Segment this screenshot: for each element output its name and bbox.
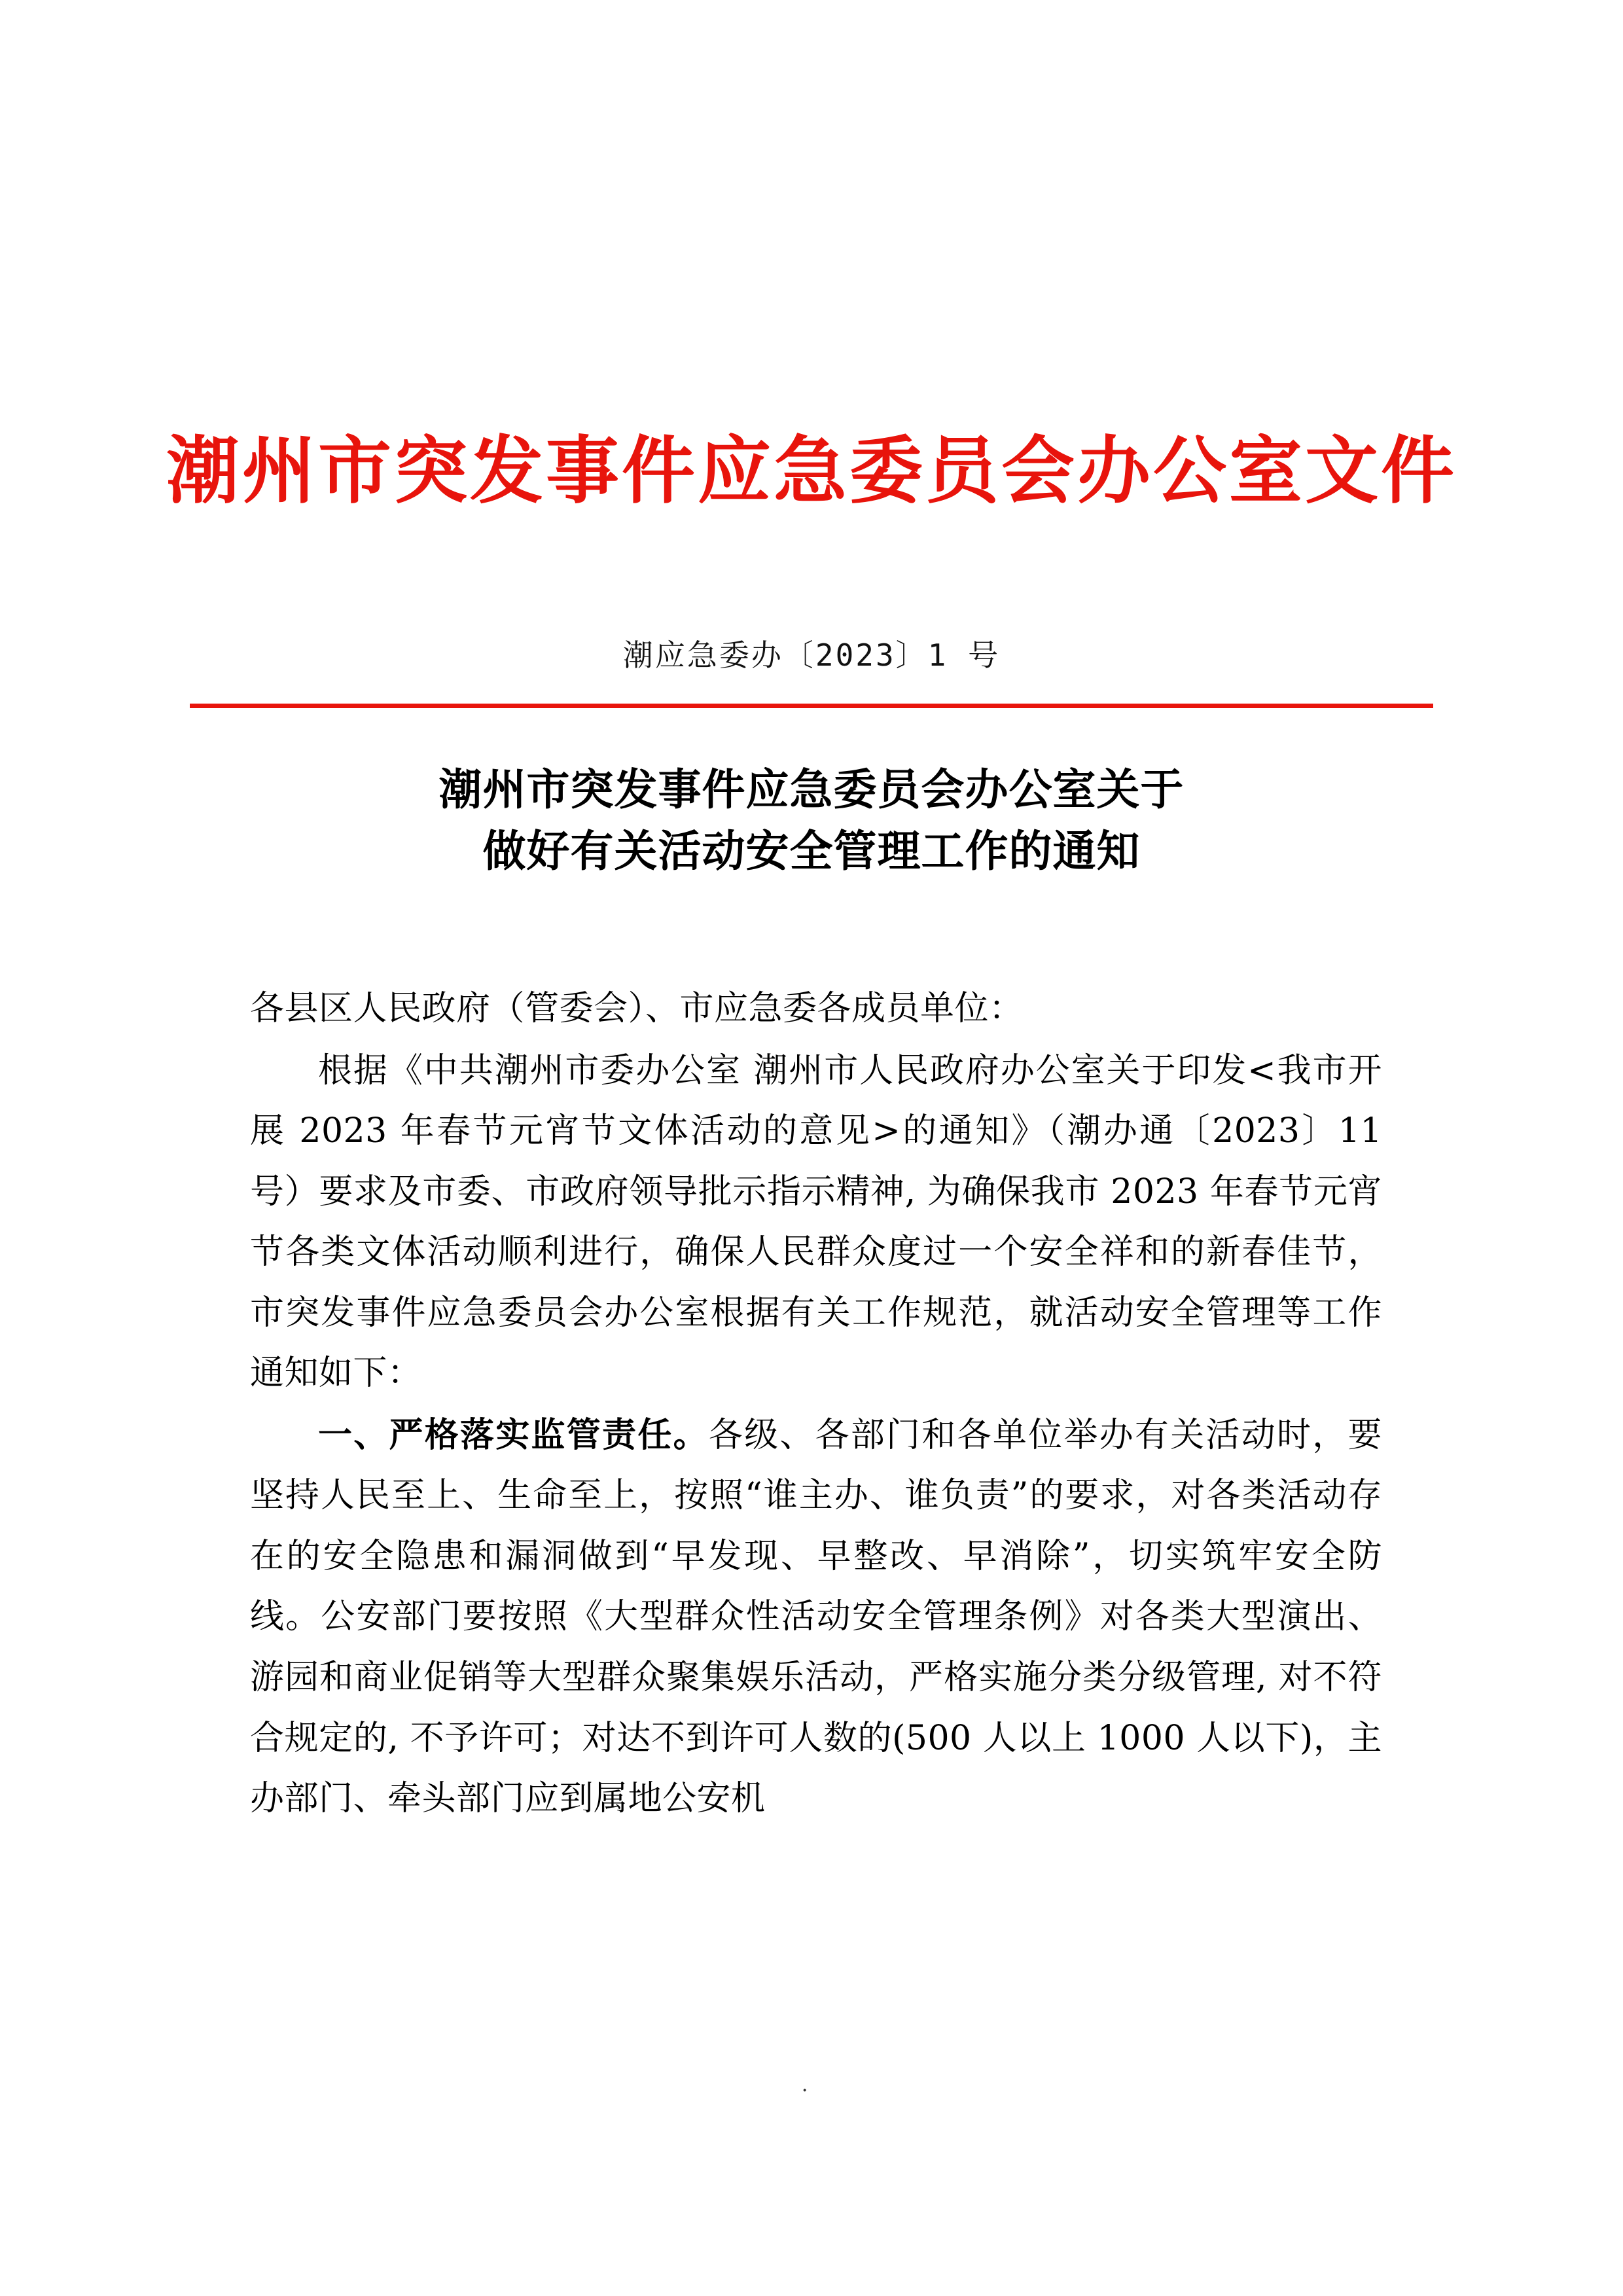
page-bottom-mark: ． (802, 2074, 821, 2096)
document-title-line-2: 做好有关活动安全管理工作的通知 (482, 825, 1141, 876)
document-number: 潮应急委办〔2023〕1 号 (622, 637, 1001, 673)
section-1-heading: 一、严格落实监管责任。 (318, 1414, 709, 1455)
document-masthead-title: 潮州市突发事件应急委员会办公室文件 (166, 428, 1457, 514)
document-title (0, 759, 1623, 882)
document-title-line-1: 潮州市突发事件应急委员会办公室关于 (438, 764, 1185, 815)
red-separator-rule (190, 704, 1433, 708)
paragraph-background: 根据《中共潮州市委办公室 潮州市人民政府办公室关于印发<我市开展 2023 年春节元宵节文体活动的意见>的通知》（潮办通〔2023〕11 号）要求及市委、市政府领导批示指示精神, 为确保我市 2023 年春节元宵节各类文体活动顺利进行，确保人民群众度过一个安全祥和的新春佳节，市突发事件应急委员会办公室根据有关工作规范，就活动安全管理等工作通知如下： (250, 1050, 1382, 1393)
salutation: 各县区人民政府（管委会）、市应急委各成员单位： (250, 989, 1024, 1028)
document-body (250, 978, 1382, 1831)
section-1-body: 各级、各部门和各单位举办有关活动时，要坚持人民至上、生命至上，按照“谁主办、谁负责”的要求，对各类活动存在的安全隐患和漏洞做到“早发现、早整改、早消除”，切实筑牢安全防线。公安部门要按照《大型群众性活动安全管理条例》对各类大型演出、游园和商业促销等大型群众聚集娱乐活动，严格实施分类分级管理, 对不符合规定的, 不予许可；对达不到许可人数的(500 人以上 1000 人以下)，主办部门、牵头部门应到属地公安机 (250, 1415, 1382, 1819)
section-1 (250, 1405, 1382, 1829)
